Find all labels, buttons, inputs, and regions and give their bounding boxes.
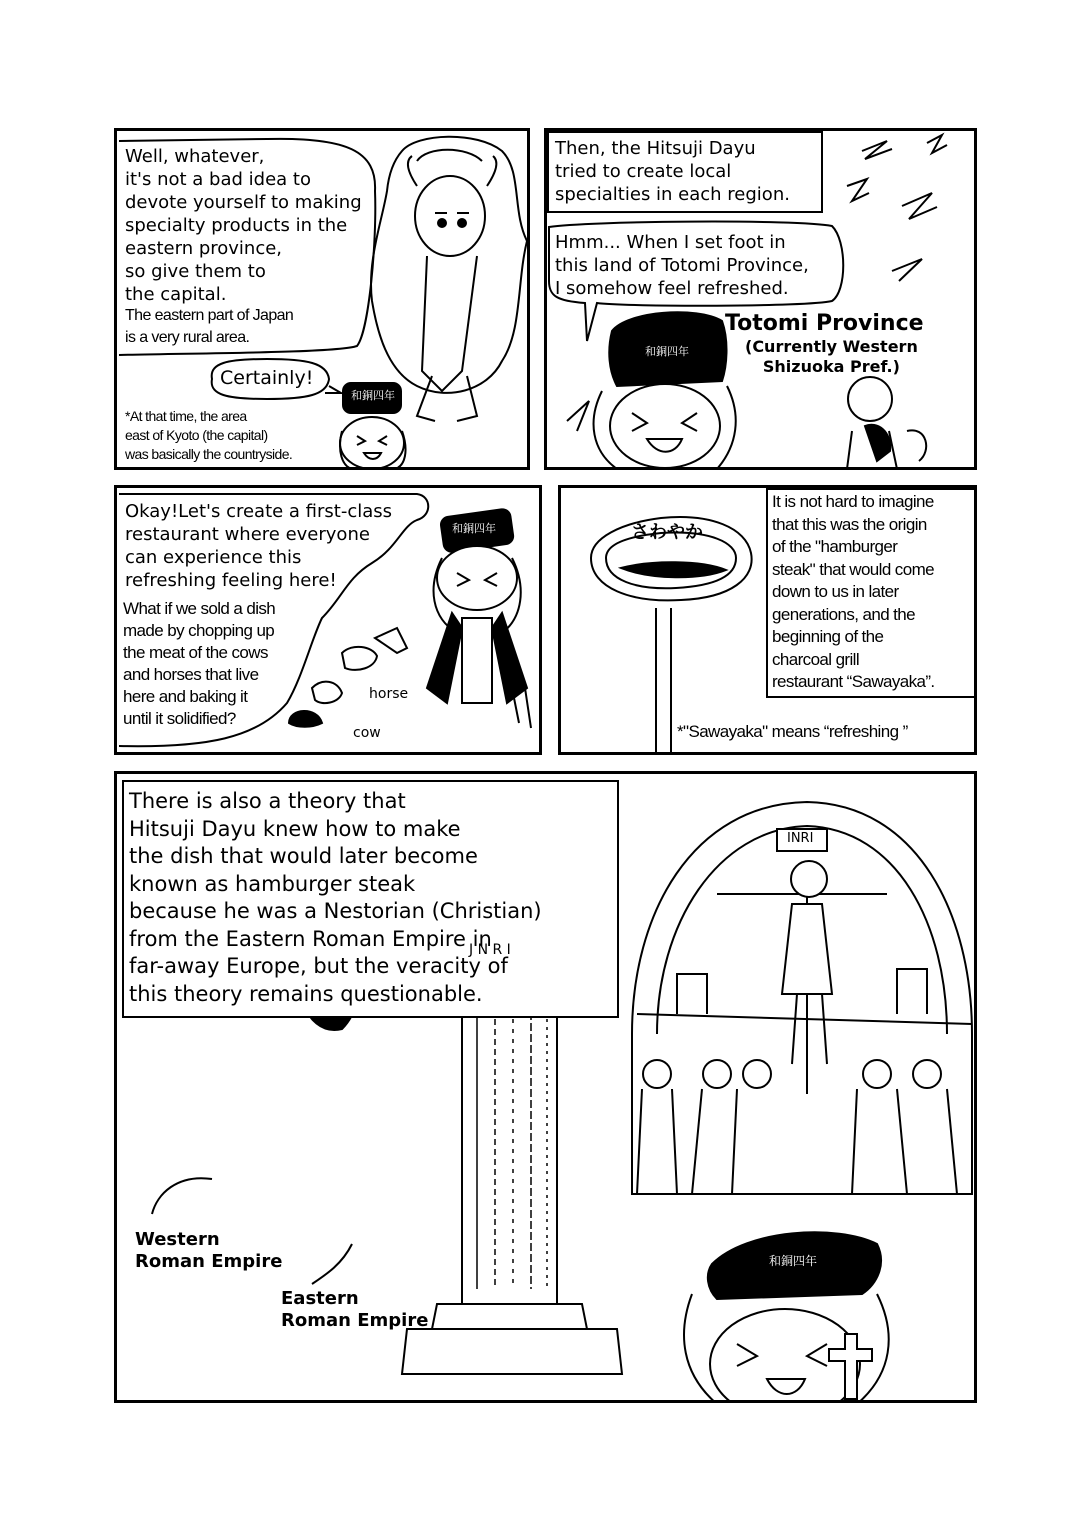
panel-1-note: *At that time, the area east of Kyoto (the capital) was basically the countryside. [125,408,293,462]
panel-2 [544,128,977,470]
noble-figure [371,137,527,421]
panel-2-speech: Hmm... When I set foot in this land of Totomi Province, I somehow feel refreshed. [555,232,809,299]
chibi-character [594,312,736,469]
panel-5-label-east: Eastern Roman Empire [281,1288,429,1331]
fairy-character [847,377,926,469]
panel-5-label-west: Western Roman Empire [135,1229,283,1272]
panel-1-speech-main: Well, whatever, it's not a bad idea to devote yourself to making specialty products in the eastern province, so give them to the capital. [125,146,362,305]
panel-3 [114,485,542,755]
panel-4 [558,485,977,755]
panel-5-pillar-cap: J N R I [469,942,511,958]
panel-2-hat-text: 和銅四年 [645,345,689,358]
animal-doodles [289,628,407,727]
panel-4-note: *"Sawayaka" means “refreshing ” [677,722,908,741]
panel-5-narration: There is also a theory that Hitsuji Dayu knew how to make the dish that would later become known as hamburger steak because he was a Nestorian (Christian) from the Eastern Roman Empire in far-away Europe, but the veracity of this theory remains questionable. [129,789,542,1006]
panel-2-place-sub: (Currently Western Shizuoka Pref.) [745,337,918,376]
panel-1-speech-sub: The eastern part of Japan is a very rural area. [125,307,294,346]
panel-3-label-horse: horse [369,686,409,702]
crucifixion-mural [632,802,972,1194]
panel-4-sign-text: さわやか [631,522,703,543]
panel-5 [114,771,977,1403]
panel-5-cross-plaque: INRI [787,831,814,846]
panel-1-reply: Certainly! [220,367,314,389]
panel-3-speech-sub: What if we sold a dish made by chopping up the meat of the cows and horses that live here and baking it until it solidified? [123,599,276,728]
panel-2-narration: Then, the Hitsuji Dayu tried to create local specialties in each region. [555,138,790,205]
panel-5-hat-text: 和銅四年 [769,1254,818,1268]
chibi-character [427,508,531,728]
panel-4-narration: It is not hard to imagine that this was the origin of the "hamburger steak" that would come down to us in later generations, and the beginning of the charcoal grill restaurant “Sawayaka”. [772,492,935,691]
restaurant-sign [591,517,752,753]
panel-1-hat-text: 和銅四年 [351,389,395,402]
panel-1 [114,128,530,470]
panel-3-hat-text: 和銅四年 [452,522,496,535]
panel-2-place-name: Totomi Province [725,311,924,336]
panel-3-label-cow: cow [353,725,381,741]
panel-3-speech-main: Okay!Let's create a first-class restaurant where everyone can experience this refreshing feeling here! [125,501,393,591]
